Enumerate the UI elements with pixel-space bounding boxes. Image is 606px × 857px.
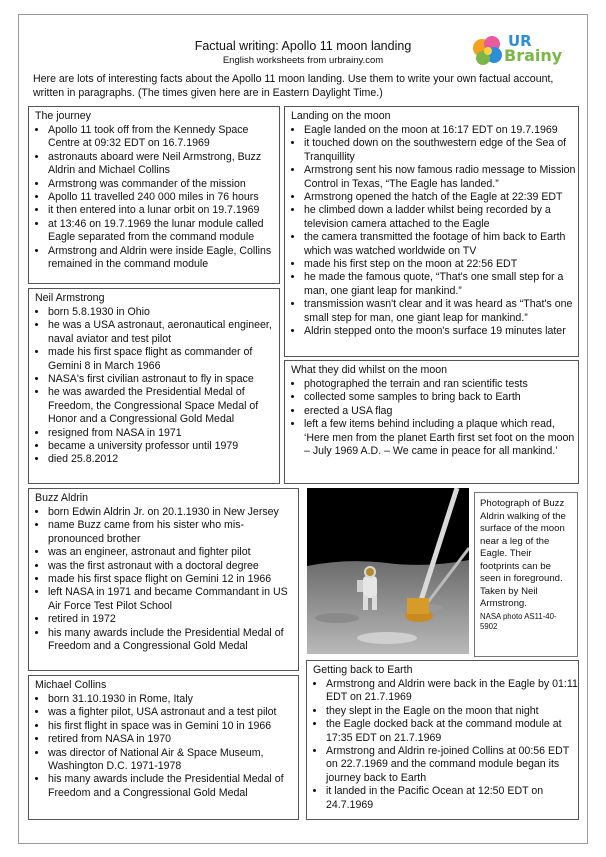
- page-subtitle: English worksheets from urbrainy.com: [222, 55, 384, 66]
- list-item: • collected some samples to bring back to Earth: [304, 391, 578, 404]
- moon-photograph: [307, 488, 469, 654]
- list-item: • it touched down on the southwestern edge of the Sea of Tranquillity: [304, 137, 578, 164]
- list-item: • Armstrong was commander of the mission: [48, 178, 279, 191]
- logo-text-ur: UR: [508, 32, 532, 50]
- list-item: • it then entered into a lunar orbit on 19.7.1969: [48, 204, 279, 217]
- list-item: • transmission wasn't clear and it was heard as “That's one small step for man, one giant leap for mankind.”: [304, 298, 578, 325]
- list-item: • he was a USA astronaut, aeronautical engineer, naval aviator and test pilot: [48, 319, 279, 346]
- list-item: • left a few items behind including a plaque which read, ‘Here men from the planet Earth first set foot on the moon – July 1969 A.D. – We came in peace for all mankind.’: [304, 418, 578, 458]
- landing-box: [284, 106, 579, 357]
- list-item: • photographed the terrain and ran scientific tests: [304, 378, 578, 391]
- list-item: • died 25.8.2012: [48, 453, 279, 466]
- list-item: • erected a USA flag: [304, 405, 578, 418]
- michael-collins-box: [28, 675, 299, 820]
- buzz-aldrin-heading: Buzz Aldrin: [35, 492, 88, 504]
- list-item: • Armstrong opened the hatch of the Eagle at 22:39 EDT: [304, 191, 578, 204]
- list-item: • the camera transmitted the footage of him back to Earth which was watched worldwide on TV: [304, 231, 578, 258]
- on-moon-activities-list: [285, 378, 578, 458]
- list-item: • it landed in the Pacific Ocean at 12:50 EDT on 24.7.1969: [326, 785, 578, 812]
- list-item: • was the first astronaut with a doctoral degree: [48, 560, 298, 573]
- photo-caption: Photograph of Buzz Aldrin walking of the surface of the moon near a leg of the Eagle. Their footprints can be seen in foreground. Taken by Neil Armstrong.: [480, 498, 566, 609]
- list-item: • left NASA in 1971 and became Commandant in US Air Force Test Pilot School: [48, 586, 298, 613]
- photo-caption-box: [474, 492, 578, 657]
- list-item: • Aldrin stepped onto the moon's surface 19 minutes later: [304, 325, 578, 338]
- return-to-earth-heading: Getting back to Earth: [313, 664, 413, 676]
- list-item: • the Eagle docked back at the command module at 17:35 EDT on 21.7.1969: [326, 718, 578, 745]
- neil-armstrong-list: [29, 306, 279, 467]
- list-item: • his first flight in space was in Gemini 10 in 1966: [48, 720, 298, 733]
- neil-armstrong-heading: Neil Armstrong: [35, 292, 105, 304]
- list-item: • his many awards include the Presidential Medal of Freedom and a Congressional Gold Medal: [48, 773, 298, 800]
- on-moon-activities-box: [284, 360, 579, 484]
- list-item: • was director of National Air & Space Museum, Washington D.C. 1971-1978: [48, 747, 298, 774]
- on-moon-activities-heading: What they did whilst on the moon: [291, 364, 448, 376]
- brain-icon: [468, 30, 508, 70]
- list-item: • at 13:46 on 19.7.1969 the lunar module called Eagle separated from the command module: [48, 218, 279, 245]
- list-item: • Armstrong and Aldrin re-joined Collins at 00:56 EDT on 22.7.1969 and the command module began its journey back to Earth: [326, 745, 578, 785]
- journey-list: [29, 124, 279, 271]
- return-to-earth-box: [306, 660, 579, 820]
- list-item: • Eagle landed on the moon at 16:17 EDT on 19.7.1969: [304, 124, 578, 137]
- list-item: • NASA's first civilian astronaut to fly in space: [48, 373, 279, 386]
- michael-collins-heading: Michael Collins: [35, 679, 107, 691]
- list-item: • he was awarded the Presidential Medal of Freedom, the Congressional Space Medal of Honor and a Congressional Gold Medal: [48, 386, 279, 426]
- list-item: • astronauts aboard were Neil Armstrong, Buzz Aldrin and Michael Collins: [48, 151, 279, 178]
- list-item: • made his first space flight on Gemini 12 in 1966: [48, 573, 298, 586]
- list-item: • name Buzz came from his sister who mis-pronounced brother: [48, 519, 298, 546]
- buzz-aldrin-moon-photo: [307, 488, 469, 654]
- list-item: • made his first space flight as commander of Gemini 8 in March 1966: [48, 346, 279, 373]
- michael-collins-list: [29, 693, 298, 800]
- photo-credit: NASA photo AS11-40-5902: [480, 611, 557, 631]
- neil-armstrong-box: [28, 288, 280, 484]
- journey-heading: The journey: [35, 110, 91, 122]
- list-item: • he made the famous quote, “That's one small step for a man, one giant leap for mankind.”: [304, 271, 578, 298]
- buzz-aldrin-list: [29, 506, 298, 653]
- list-item: • Armstrong sent his now famous radio message to Mission Control in Texas, “The Eagle has landed.”: [304, 164, 578, 191]
- landing-list: [285, 124, 578, 339]
- buzz-aldrin-box: [28, 488, 299, 671]
- list-item: • Apollo 11 took off from the Kennedy Space Centre at 09:32 EDT on 16.7.1969: [48, 124, 279, 151]
- return-to-earth-list: [307, 678, 578, 812]
- list-item: • Armstrong and Aldrin were back in the Eagle by 01:11 EDT on 21.7.1969: [326, 678, 578, 705]
- list-item: • was an engineer, astronaut and fighter pilot: [48, 546, 298, 559]
- list-item: • Armstrong and Aldrin were inside Eagle, Collins remained in the command module: [48, 245, 279, 272]
- journey-box: [28, 106, 280, 284]
- list-item: • resigned from NASA in 1971: [48, 427, 279, 440]
- list-item: • he climbed down a ladder whilst being recorded by a television camera attached to the Eagle: [304, 204, 578, 231]
- list-item: • Apollo 11 travelled 240 000 miles in 76 hours: [48, 191, 279, 204]
- list-item: • retired in 1972: [48, 613, 298, 626]
- list-item: • made his first step on the moon at 22:56 EDT: [304, 258, 578, 271]
- list-item: • was a fighter pilot, USA astronaut and a test pilot: [48, 706, 298, 719]
- list-item: • his many awards include the Presidential Medal of Freedom and a Congressional Gold Medal: [48, 627, 298, 654]
- page-title: Factual writing: Apollo 11 moon landing: [194, 39, 412, 53]
- list-item: • born 5.8.1930 in Ohio: [48, 306, 279, 319]
- landing-heading: Landing on the moon: [291, 110, 391, 122]
- intro-paragraph: Here are lots of interesting facts about the Apollo 11 moon landing. Use them to write your own factual account, written in paragraphs. (The times given here are in Eastern Daylight Time.): [33, 73, 554, 99]
- list-item: • became a university professor until 1979: [48, 440, 279, 453]
- logo-text-brainy: Brainy: [504, 46, 563, 65]
- list-item: • retired from NASA in 1970: [48, 733, 298, 746]
- urbrainy-logo: [468, 30, 563, 70]
- list-item: • they slept in the Eagle on the moon that night: [326, 705, 578, 718]
- list-item: • born 31.10.1930 in Rome, Italy: [48, 693, 298, 706]
- list-item: • born Edwin Aldrin Jr. on 20.1.1930 in New Jersey: [48, 506, 298, 519]
